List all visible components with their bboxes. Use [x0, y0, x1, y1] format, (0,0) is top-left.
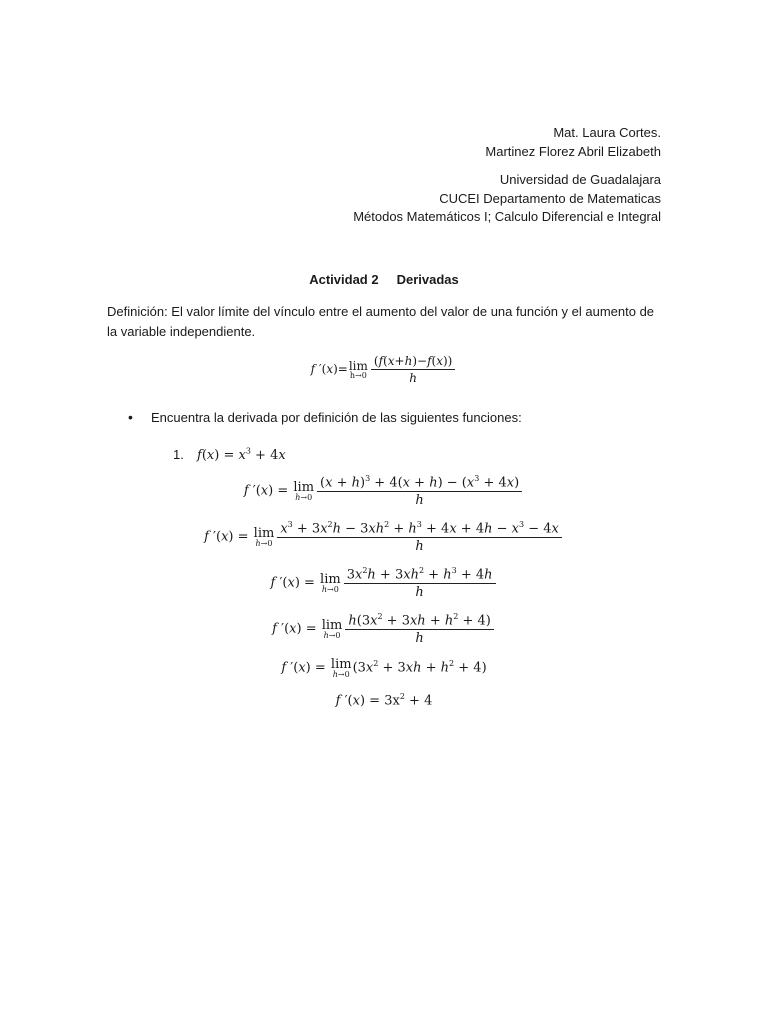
course-name: Métodos Matemáticos I; Calculo Diferencial e Integral — [353, 209, 661, 224]
bullet-icon: • — [128, 409, 133, 425]
definition-formula: f ′(x)= lim h→0 $\frac{(f(x+h)-f(x))}{h}$ — [0, 354, 768, 385]
university-name: Universidad de Guadalajara — [499, 172, 661, 187]
exercise-number: 1. — [173, 447, 184, 463]
derivation-step-5: f ′(x) = lim h→0 $(3x^2 + 3xh + h^2 + 4)$ — [281, 657, 487, 679]
derivation-step-1: f ′(x) = lim h→0 $\frac{(x + h)^3 + 4(x + h) - (x^3 + 4x)}{h}$ — [0, 474, 768, 508]
definition-paragraph: Definición: El valor límite del vínculo entre el aumento del valor de una función y el aumento de la variable independiente. — [107, 304, 655, 339]
department-name: CUCEI Departamento de Matematicas — [439, 190, 661, 206]
derivation-step-4: f ′(x) = lim h→0 $\frac{h(3x^2 + 3xh + h^2 + 4)}{h}$ — [0, 612, 768, 646]
student-name: Martinez Florez Abril Elizabeth — [485, 143, 661, 159]
instruction-bullet — [128, 409, 522, 425]
activity-label: Actividad 2 — [309, 272, 379, 287]
derivation-step-3: f ′(x) = lim h→0 $\frac{3x^2h + 3xh^2 + h^3 + 4h}{h}$ — [0, 566, 768, 600]
header-block — [353, 124, 661, 227]
teacher-name: Mat. Laura Cortes. — [553, 125, 661, 140]
derivation-result: f $'(x) = 3x^2 + 4$ — [335, 692, 433, 709]
instruction-text: Encuentra la derivada por definición de las siguientes funciones: — [151, 410, 522, 425]
exercise-1 — [173, 447, 286, 463]
derivation-step-2: f ′(x) = lim h→0 $\frac{x^3 + 3x^2h - 3xh^2 + h^3 + 4x + 4h - x^3 - 4x}{h}$ — [0, 520, 768, 554]
exercise-1-function: $f(x) = x^3 + 4x$ — [197, 447, 286, 464]
topic-label: Derivadas — [396, 272, 459, 287]
page-title — [0, 272, 768, 287]
